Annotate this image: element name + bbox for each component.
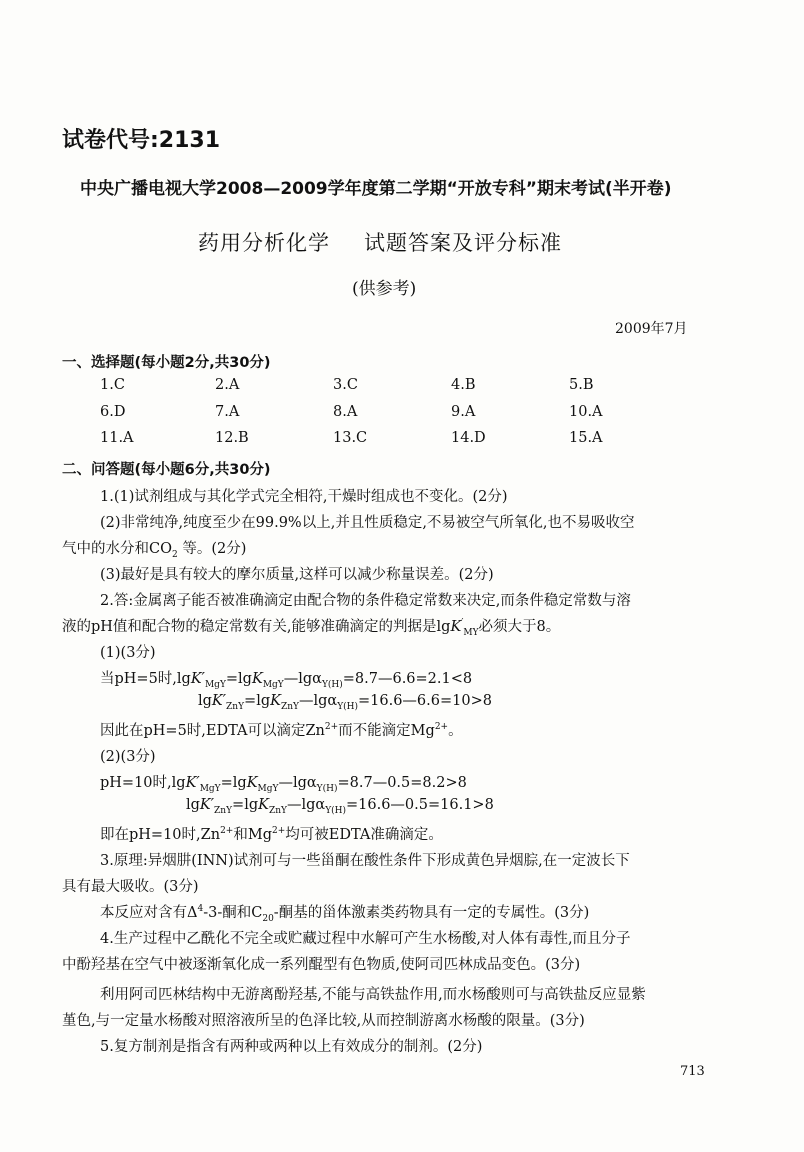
formula-line xyxy=(100,667,472,688)
answer-item: 12.B xyxy=(215,430,249,446)
italic-k: K xyxy=(246,775,258,791)
text-line: 利用阿司匹林结构中无游离酚羟基,不能与高铁盐作用,而水杨酸则可与高铁盐反应显紫 xyxy=(100,987,646,1003)
subscript: ZnY xyxy=(268,805,287,816)
text-span: =16.6—6.6=10>8 xyxy=(358,693,492,709)
section-1-title: 一、选择题(每小题2分,共30分) xyxy=(62,355,271,371)
answer-item: 4.B xyxy=(451,377,476,393)
superscript: 2+ xyxy=(434,722,449,733)
text-line: 5.复方制剂是指含有两种或两种以上有效成分的制剂。(2分) xyxy=(100,1039,483,1055)
text-line xyxy=(100,823,443,844)
italic-k: K xyxy=(270,693,281,709)
subscript: MgY xyxy=(204,679,226,690)
text-span: —lgα xyxy=(283,671,322,687)
formula-line xyxy=(186,797,494,816)
text-line: 3.原理:异烟肼(INN)试剂可与一些甾酮在酸性条件下形成黄色异烟腙,在一定波长下 xyxy=(100,853,630,869)
text-line xyxy=(62,537,246,558)
text-span: lg xyxy=(186,797,200,813)
superscript: 2+ xyxy=(271,826,286,837)
text-line: 2.答:金属离子能否被准确滴定由配合物的条件稳定常数来决定,而条件稳定常数与溶 xyxy=(100,593,631,609)
italic-k: K xyxy=(251,671,263,687)
answer-item: 11.A xyxy=(100,430,134,446)
text-line: (2)非常纯净,纯度至少在99.9%以上,并且性质稳定,不易被空气所氧化,也不易吸收空 xyxy=(100,515,635,531)
text-line: 1.(1)试剂组成与其化学式完全相符,干燥时组成也不变化。(2分) xyxy=(100,489,508,505)
text-span: 和Mg xyxy=(233,827,272,843)
page-number: 713 xyxy=(680,1064,705,1079)
text-span: =lg xyxy=(220,775,247,791)
subscript: Y(H) xyxy=(325,805,346,816)
exam-title: 中央广播电视大学2008—2009学年度第二学期“开放专科”期末考试(半开卷) xyxy=(80,179,672,199)
text-span: 当pH=5时,lg xyxy=(100,671,191,687)
answer-item: 1.C xyxy=(100,377,125,393)
paper-code: 试卷代号:2131 xyxy=(62,128,221,153)
subscript: Y(H) xyxy=(316,783,338,794)
text-line: (3)最好是具有较大的摩尔质量,这样可以减少称量误差。(2分) xyxy=(100,567,494,583)
text-span: -酮基的甾体激素类药物具有一定的专属性。(3分) xyxy=(273,905,590,921)
text-span: 均可被EDTA准确滴定。 xyxy=(285,827,443,843)
subscript: Y(H) xyxy=(321,679,343,690)
text-span: 即在pH=10时,Zn xyxy=(100,827,221,843)
text-line: 中酚羟基在空气中被逐渐氧化成一系列醌型有色物质,使阿司匹林成品变色。(3分) xyxy=(62,957,581,973)
text-span: =16.6—0.5=16.1>8 xyxy=(346,797,494,813)
italic-k: K′ xyxy=(190,671,205,687)
text-line: (1)(3分) xyxy=(100,645,156,661)
text-line xyxy=(62,615,560,636)
text-span: 因此在pH=5时,EDTA可以滴定Zn xyxy=(100,723,325,739)
italic-k: K xyxy=(258,797,269,813)
superscript: 2+ xyxy=(220,826,234,837)
text-span: —lgα xyxy=(286,797,326,813)
text-span: =8.7—0.5=8.2>8 xyxy=(337,775,467,791)
text-span: 本反应对含有Δ xyxy=(100,905,198,921)
text-line xyxy=(100,719,463,740)
text-span: 液的pH值和配合物的稳定常数有关,能够准确滴定的判据是lg xyxy=(62,619,451,635)
text-span: =lg xyxy=(244,693,271,709)
italic-k: K′ xyxy=(211,693,227,709)
text-span: —lgα xyxy=(278,775,317,791)
answer-item: 13.C xyxy=(333,430,368,446)
formula-line xyxy=(198,693,492,712)
text-span: 而不能滴定Mg xyxy=(338,723,435,739)
text-span: -3-酮和C xyxy=(203,905,263,921)
subscript: ZnY xyxy=(214,805,233,816)
italic-k: K′ xyxy=(199,797,215,813)
formula-line xyxy=(100,771,467,792)
subscript: 2 xyxy=(171,549,178,560)
answer-item: 15.A xyxy=(569,430,603,446)
text-line: (2)(3分) xyxy=(100,749,156,765)
answer-item: 10.A xyxy=(569,404,603,420)
answer-item: 8.A xyxy=(333,404,358,420)
text-line: 4.生产过程中乙酰化不完全或贮藏过程中水解可产生水杨酸,对人体有毒性,而且分子 xyxy=(100,931,631,947)
text-span: lg xyxy=(198,693,212,709)
text-span: =8.7—6.6=2.1<8 xyxy=(342,671,473,687)
subscript: MY xyxy=(463,627,479,638)
text-line xyxy=(100,901,589,922)
text-span: —lgα xyxy=(298,693,338,709)
text-span: 等。(2分) xyxy=(182,541,247,557)
subject-title xyxy=(198,227,562,257)
exam-date: 2009年7月 xyxy=(615,321,688,337)
text-span: pH=10时,lg xyxy=(100,775,186,791)
answer-item: 2.A xyxy=(215,377,240,393)
italic-k: K′ xyxy=(185,775,200,791)
answer-item: 3.C xyxy=(333,377,358,393)
subscript: 20 xyxy=(262,913,274,924)
answer-item: 5.B xyxy=(569,377,594,393)
answer-item: 9.A xyxy=(451,404,476,420)
subscript: MgY xyxy=(199,783,221,794)
subscript: ZnY xyxy=(280,701,299,712)
answer-item: 6.D xyxy=(100,404,126,420)
prime: ′ xyxy=(461,618,464,629)
text-span: 必须大于8。 xyxy=(478,619,561,635)
superscript: 2+ xyxy=(324,722,339,733)
subscript: MgY xyxy=(257,783,279,794)
italic-k: K xyxy=(450,619,462,635)
subject-subtitle: 试题答案及评分标准 xyxy=(364,231,562,255)
subscript: MgY xyxy=(262,679,284,690)
subscript: ZnY xyxy=(226,701,245,712)
text-span: =lg xyxy=(225,671,252,687)
text-line: 具有最大吸收。(3分) xyxy=(62,879,199,895)
text-line: 堇色,与一定量水杨酸对照溶液所呈的色泽比较,从而控制游离水杨酸的限量。(3分) xyxy=(62,1013,585,1029)
subject-name: 药用分析化学 xyxy=(198,231,330,255)
subscript: Y(H) xyxy=(337,701,358,712)
section-2-title: 二、问答题(每小题6分,共30分) xyxy=(62,462,271,478)
text-span: 。 xyxy=(448,723,463,739)
text-span: =lg xyxy=(232,797,259,813)
text-span: 气中的水分和CO xyxy=(62,541,172,557)
answer-item: 14.D xyxy=(451,430,486,446)
superscript: 4 xyxy=(197,904,204,915)
reference-note: (供参考) xyxy=(352,279,417,299)
answer-item: 7.A xyxy=(215,404,240,420)
